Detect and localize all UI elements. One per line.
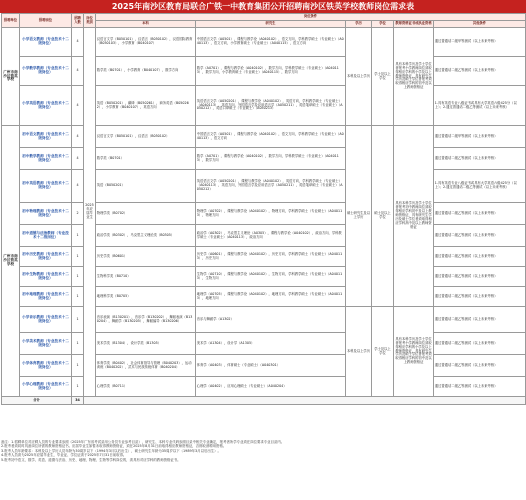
other-cell: 通过普通话二级乙等测试（以上未来考核） xyxy=(434,333,526,355)
table-row xyxy=(2,377,526,397)
table-row xyxy=(2,148,526,170)
other-cell: 通过普通话二级乙等测试（以上未来考核） xyxy=(434,247,526,267)
position-cell: 小学语文教师（专业技术十二级岗位） xyxy=(20,28,72,57)
type-cell: 2025年应届毕业生 xyxy=(84,28,96,397)
undergrad-cell: 数学类（B0701） xyxy=(96,148,196,170)
undergrad-cell: 物理学类（B0702） xyxy=(96,203,196,225)
undergrad-cell: 美术学类（B1304），设计学类（B1305） xyxy=(96,333,196,355)
undergrad-cell: 生物科学类（B0710） xyxy=(96,267,196,287)
position-cell: 小学心理教师（专业技术十二级岗位） xyxy=(20,377,72,397)
graduate-cell: 数学（A0701），课程与教学论（A040102），数学方向，学科教学硕士（专业硕士）（A040113），数学方向，小学教育硕士（专业硕士）（A040115），数学方向 xyxy=(196,57,346,86)
graduate-cell: 音乐与舞蹈学（A1302） xyxy=(196,307,346,333)
header-cert: 教师资格证书或执业资格 xyxy=(394,21,434,28)
other-cell: 通过普通话二级甲等测试（以上未来考核） xyxy=(434,28,526,57)
header-education: 学历 xyxy=(346,21,372,28)
other-cell: 通过普通话二级乙等测试（以上未来考核） xyxy=(434,225,526,247)
position-cell: 小学英语教师（专业技术十二级岗位） xyxy=(20,86,72,126)
position-cell: 初中历史教师（专业技术十二级岗位） xyxy=(20,247,72,267)
table-row xyxy=(2,307,526,333)
note-line: 2.报考者须同时具备岗位所需的教师资格证书。应届毕业生如暂未取得教师资格证，须在2025年8月31日前取得相应教师资格证，否则取消聘用资格。 xyxy=(1,444,227,449)
position-cell: 初中语文教师（专业技术十二级岗位） xyxy=(20,126,72,148)
table-row xyxy=(2,86,526,126)
other-cell: 1.具有英语专业八级证书或具有大学英语六级425分（以上）；2.通过普通话二级乙等测试（以上未来考核） xyxy=(434,170,526,203)
note-line: 3.报考人员年龄要求：本科及以上学历人员年龄为30周岁以下（1994年3月以后出生），硕士研究生年龄为35周岁以下（1989年3月以后出生）。 xyxy=(1,448,221,453)
undergrad-cell: 英语（B050201） xyxy=(96,170,196,203)
other-cell: 通过普通话二级乙等测试（以上未来考核） xyxy=(434,57,526,86)
degree-cell: 学士及以上学位 xyxy=(372,28,394,126)
count-cell: 1 xyxy=(72,267,84,287)
undergrad-cell: 历史学类（B0601） xyxy=(96,247,196,267)
other-cell: 通过普通话二级甲等测试（以上未来考核） xyxy=(434,126,526,148)
note-line: 备注：1.招聘单位对应聘人员的专业要求参照《2025年广东省考试录用公务员专业参考目录》，研究生、本科专业代码参照目录中相关专业确定，报考者所学专业须在岗位要求专业目录内。 xyxy=(1,440,285,444)
position-cell: 小学美术教师（专业技术十二级岗位） xyxy=(20,333,72,355)
header-other: 其他条件 xyxy=(434,21,526,28)
table-row xyxy=(2,57,526,86)
undergrad-cell: 体育学类（B0402），社会体育指导与管理（B040203），运动训练（B040202），武术与民族传统体育（B040204） xyxy=(96,355,196,377)
degree-cell: 学士及以上学位 xyxy=(372,307,394,397)
count-cell: 1 xyxy=(72,307,84,333)
graduate-cell: 数学（A0701），课程与教学论（A040102），数学方向，学科教学硕士（专业硕士）（A040113），数学方向 xyxy=(196,148,346,170)
count-cell: 1 xyxy=(72,377,84,397)
header-undergrad: 本科 xyxy=(96,21,196,28)
position-cell: 初中英语教师（专业技术十二级岗位） xyxy=(20,170,72,203)
count-cell: 1 xyxy=(72,225,84,247)
other-cell: 通过普通话二级乙等测试（以上未来考核） xyxy=(434,203,526,225)
graduate-cell: 政治学（A0302），马克思主义理论（A0305），课程与教学论（A040102），政治方向，学科教学硕士（专业硕士）（A040113），政治方向 xyxy=(196,225,346,247)
graduate-cell: 中国语言文学（A0501），课程与教学论（A040102），语文方向，学科教学硕士（专业硕士）（A040113），语文方向，小学教育硕士（专业硕士）（A040115），语文方向 xyxy=(196,28,346,57)
other-cell: 通过普通话二级乙等测试（以上未来考核） xyxy=(434,287,526,307)
position-cell: 初中地理教师（专业技术十二级岗位） xyxy=(20,287,72,307)
cert-cell: 具有本科学历及学士学位者报考小学教师岗位须取得相应学科的小学及以上教师资格证，具有研究生学历及硕士学位者报考须取得相应学科的初中及以上教师资格证 xyxy=(394,28,434,126)
graduate-cell: 心理学（A0402），应用心理硕士（专业硕士）（A040204） xyxy=(196,377,346,397)
count-cell: 4 xyxy=(72,86,84,126)
graduate-cell: 体育学（A0403），体育硕士（专业硕士）（A040301） xyxy=(196,355,346,377)
total-label: 合计 xyxy=(2,397,72,405)
education-cell: 本科及以上学历 xyxy=(346,307,372,397)
table-row xyxy=(2,247,526,267)
total-blank xyxy=(84,397,526,405)
header-conditions: 岗位条件 xyxy=(96,14,526,21)
header-count: 招聘人数 xyxy=(72,14,84,28)
position-cell: 小学音乐教师（专业技术十二级岗位） xyxy=(20,307,72,333)
position-cell: 初中生物教师（专业技术十二级岗位） xyxy=(20,267,72,287)
table-row xyxy=(2,126,526,148)
other-cell: 通过普通话二级乙等测试（以上未来考核） xyxy=(434,377,526,397)
other-cell: 1.具有英语专业八级证书或具有大学英语六级425分（以上）；2.通过普通话二级乙等测试（以上未来考核） xyxy=(434,86,526,126)
header-degree: 学位 xyxy=(372,21,394,28)
education-cell: 本科及以上学历 xyxy=(346,28,372,126)
count-cell: 4 xyxy=(72,126,84,148)
graduate-cell: 中国语言文学（A0501），课程与教学论（A040102），语文方向，学科教学硕士（专业硕士）（A040113），语文方向 xyxy=(196,126,346,148)
cert-cell: 具有本科学历及学士学位者报考初中教师岗位须取得相应学科初中及以上教师资格证，具有研究生学历及硕士学位者须取得相应学科高中及以上教师资格证 xyxy=(394,126,434,307)
position-cell: 初中数学教师（专业技术十二级岗位） xyxy=(20,148,72,170)
undergrad-cell: 音乐表演（B130201），音乐学（B130202），舞蹈表演（B130204），舞蹈学（B130205），舞蹈编导（B130206） xyxy=(96,307,196,333)
count-cell: 4 xyxy=(72,148,84,170)
education-cell: 硕士研究生及以上学历 xyxy=(346,126,372,307)
recruitment-table xyxy=(1,13,526,405)
table-row xyxy=(2,203,526,225)
table-row xyxy=(2,287,526,307)
other-cell: 通过普通话二级乙等测试（以上未来考核） xyxy=(434,307,526,333)
graduate-cell: 英语语言文学（A050201），课程与教学论（A040102），英语方向，学科教学硕士（专业硕士）（A040113），英语方向，外国语言学及应用语言学（A050211），英语笔译硕士（专业硕士）（A050212） xyxy=(196,170,346,203)
undergrad-cell: 英语（B050201），翻译（B050261），商务英语（B050262），小学教育（B040107），英语方向 xyxy=(96,86,196,126)
undergrad-cell: 地理科学类（B0705） xyxy=(96,287,196,307)
other-cell: 通过普通话二级乙等测试（以上未来考核） xyxy=(434,267,526,287)
notes-block xyxy=(1,440,521,462)
table-row xyxy=(2,225,526,247)
degree-cell: 硕士及以上学位 xyxy=(372,126,394,307)
undergrad-cell: 心理学类（B0711） xyxy=(96,377,196,397)
count-cell: 4 xyxy=(72,57,84,86)
other-cell: 通过普通话二级乙等测试（以上未来考核） xyxy=(434,355,526,377)
table-row xyxy=(2,28,526,57)
note-line: 5.报考初中语文、数学、英语、道德与法治、历史、地理、物理、生物等学科岗位的，须具有对应学科的教师资格证书。 xyxy=(1,457,181,462)
header-school: 招聘单位 xyxy=(2,14,20,28)
undergrad-cell: 汉语言文学（B050101），汉语言（B050102），汉语国际教育（B050103），小学教育（B040107） xyxy=(96,28,196,57)
note-line: 4.报考人员须为2025年应届毕业生，毕业证、学位证须于2025年7月31日前取得。 xyxy=(1,453,127,458)
graduate-cell: 历史学（A0601），课程与教学论（A040102），历史方向，学科教学硕士（专业硕士）（A040113），历史方向 xyxy=(196,247,346,267)
table-row xyxy=(2,333,526,355)
graduate-cell: 英语语言文学（A050201），课程与教学论（A040102），英语方向，学科教学硕士（专业硕士）（A040113），英语方向，外国语言学及应用语言学（A050211），英语笔译硕士（专业硕士）（A050212），英语口译硕士（专业硕士）（A050213） xyxy=(196,86,346,126)
count-cell: 1 xyxy=(72,247,84,267)
table-row xyxy=(2,267,526,287)
count-cell: 2 xyxy=(72,203,84,225)
graduate-cell: 生物学（A0710），课程与教学论（A040102），生物方向，学科教学硕士（专业硕士）（A040113），生物方向 xyxy=(196,267,346,287)
undergrad-cell: 数学类（B0701），小学教育（B040107），数学方向 xyxy=(96,57,196,86)
graduate-cell: 美术学（A1304），设计学（A1305） xyxy=(196,333,346,355)
position-cell: 初中物理教师（专业技术十二级岗位） xyxy=(20,203,72,225)
count-cell: 1 xyxy=(72,355,84,377)
count-cell: 1 xyxy=(72,333,84,355)
count-cell: 4 xyxy=(72,28,84,57)
total-row xyxy=(2,397,526,405)
graduate-cell: 物理学（A0702），课程与教学论（A040102），物理方向，学科教学硕士（专业硕士）（A040113），物理方向 xyxy=(196,203,346,225)
count-cell: 4 xyxy=(72,170,84,203)
position-cell: 小学数学教师（专业技术十二级岗位） xyxy=(20,57,72,86)
other-cell: 通过普通话二级乙等测试（以上未来考核） xyxy=(434,148,526,170)
count-cell: 1 xyxy=(72,287,84,307)
header-position: 招聘岗位 xyxy=(20,14,72,28)
cert-cell: 具有本科学历及学士学位者报考小学教师岗位须取得相应学科的小学及以上教师资格证，具有研究生学历及硕士学位者报考须取得相应学科的初中及以上教师资格证 xyxy=(394,307,434,397)
undergrad-cell: 汉语言文学（B050101），汉语言（B050102） xyxy=(96,126,196,148)
total-count: 34 xyxy=(72,397,84,405)
header-graduate: 研究生 xyxy=(196,21,346,28)
position-cell: 小学体育教师（专业技术十二级岗位） xyxy=(20,355,72,377)
graduate-cell: 地理学（A0705），课程与教学论（A040102），地理方向，学科教学硕士（专业硕士）（A040113），地理方向 xyxy=(196,287,346,307)
school-cell: 广州市南沙区铁英学校 xyxy=(2,28,20,126)
undergrad-cell: 政治学类（B0302），马克思主义理论类（B0305） xyxy=(96,225,196,247)
table-row xyxy=(2,355,526,377)
header-type: 岗位类别 xyxy=(84,14,96,28)
school-cell: 广州市南沙区铁英学校 xyxy=(2,126,20,397)
page-title: 2025年南沙区教育局联合广铁一中教育集团公开招聘南沙区铁英学校教师岗位需求表 xyxy=(0,0,526,13)
table-row xyxy=(2,170,526,203)
position-cell: 初中道德与法治教师（专业技术十二级岗位） xyxy=(20,225,72,247)
